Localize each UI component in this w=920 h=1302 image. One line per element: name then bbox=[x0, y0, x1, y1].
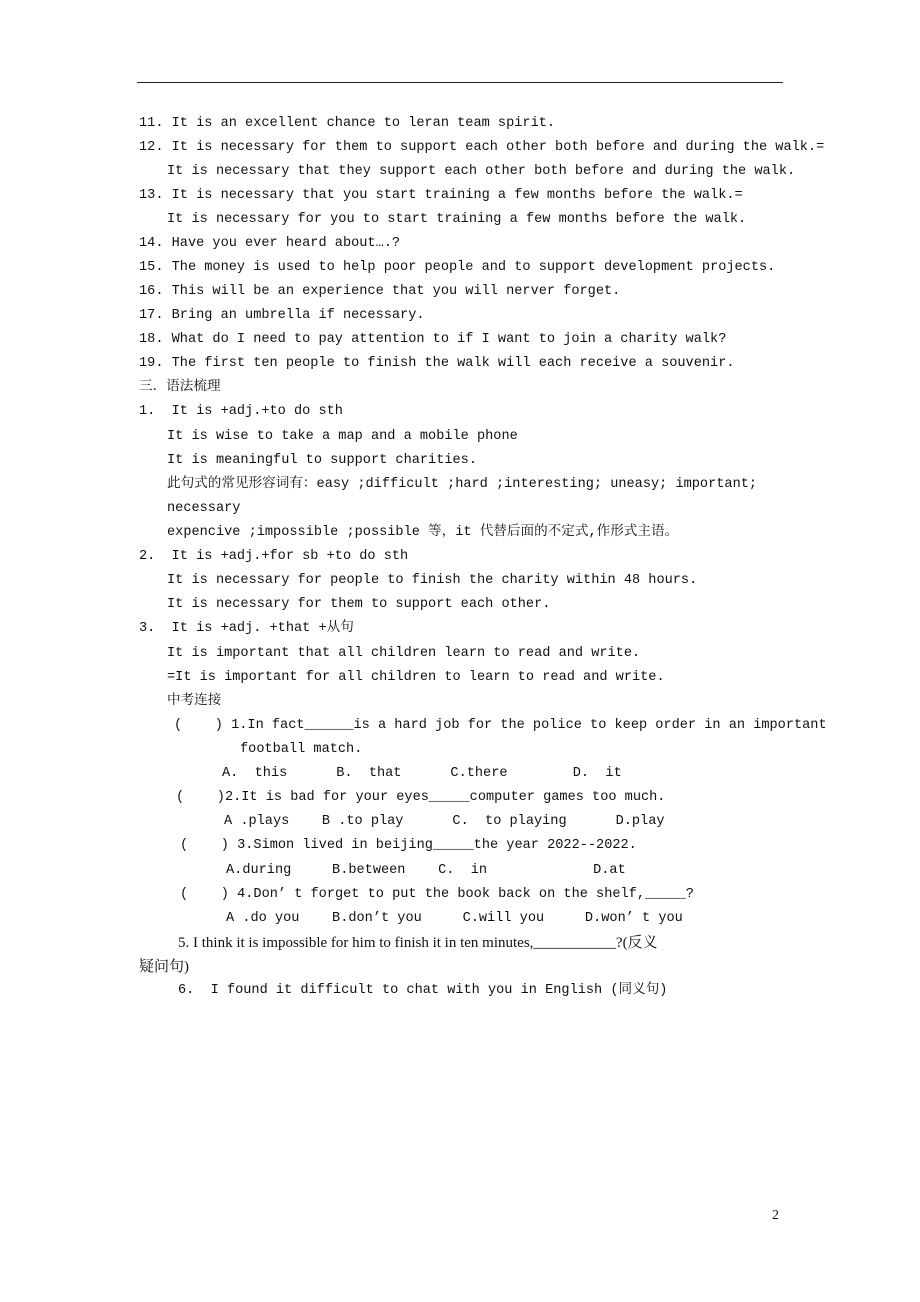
question-6: 6. I found it difficult to chat with you in English (同义句) bbox=[178, 983, 668, 998]
text-line: 3. It is +adj. +that +从句 bbox=[139, 621, 354, 636]
text-line: necessary bbox=[167, 501, 241, 516]
text-line: It is important that all children learn to read and write. bbox=[167, 646, 641, 661]
text-line: football match. bbox=[240, 742, 363, 757]
text-line: 疑问句) bbox=[139, 959, 189, 975]
text-line: It is necessary that they support each other both before and during the walk. bbox=[167, 164, 796, 179]
text-line: 11. It is an excellent chance to leran team spirit. bbox=[139, 116, 556, 131]
text-line: It is necessary for them to support each other. bbox=[167, 597, 551, 612]
text-line: =It is important for all children to learn to read and write. bbox=[167, 670, 665, 685]
question-1: ( ) 1.In fact______is a hard job for the police to keep order in an important bbox=[174, 718, 827, 733]
question-4: ( ) 4.Don’ t forget to put the book back on the shelf,_____? bbox=[180, 887, 694, 902]
text-line: expencive ;impossible ;possible 等，it 代替后面的不定式,作形式主语。 bbox=[167, 525, 679, 540]
question-3: ( ) 3.Simon lived in beijing_____the year 2022--2022. bbox=[180, 838, 637, 853]
page-number: 2 bbox=[772, 1208, 779, 1223]
section-heading: 中考连接 bbox=[167, 694, 222, 709]
question-options: A.during B.between C. in D.at bbox=[226, 863, 626, 878]
text-line: 14. Have you ever heard about….? bbox=[139, 236, 401, 251]
text-line: 2. It is +adj.+for sb +to do sth bbox=[139, 549, 409, 564]
text-line: 18. What do I need to pay attention to if I want to join a charity walk? bbox=[139, 332, 727, 347]
text-line: 16. This will be an experience that you will nerver forget. bbox=[139, 284, 621, 299]
text-line: It is necessary for you to start training a few months before the walk. bbox=[167, 212, 747, 227]
question-options: A. this B. that C.there D. it bbox=[222, 766, 622, 781]
text-line: It is meaningful to support charities. bbox=[167, 453, 477, 468]
text-line: 此句式的常见形容词有：easy ;difficult ;hard ;interesting; uneasy; important; bbox=[167, 477, 758, 492]
text-line: 13. It is necessary that you start training a few months before the walk.= bbox=[139, 188, 743, 203]
text-line: 1. It is +adj.+to do sth bbox=[139, 404, 343, 419]
text-line: 19. The first ten people to finish the walk will each receive a souvenir. bbox=[139, 356, 735, 371]
question-5: 5. I think it is impossible for him to finish it in ten minutes,___________?(反义 bbox=[178, 935, 658, 951]
text-line: 17. Bring an umbrella if necessary. bbox=[139, 308, 425, 323]
text-line: 12. It is necessary for them to support each other both before and during the walk.= bbox=[139, 140, 825, 155]
question-options: A .do you B.don’t you C.will you D.won’ t you bbox=[226, 911, 683, 926]
question-2: ( )2.It is bad for your eyes_____computer games too much. bbox=[176, 790, 666, 805]
text-line: It is wise to take a map and a mobile phone bbox=[167, 429, 518, 444]
text-line: 15. The money is used to help poor people and to support development projects. bbox=[139, 260, 776, 275]
question-options: A .plays B .to play C. to playing D.play bbox=[224, 814, 665, 829]
header-rule bbox=[137, 82, 783, 83]
text-line: It is necessary for people to finish the charity within 48 hours. bbox=[167, 573, 698, 588]
section-heading: 三．语法梳理 bbox=[139, 380, 221, 395]
